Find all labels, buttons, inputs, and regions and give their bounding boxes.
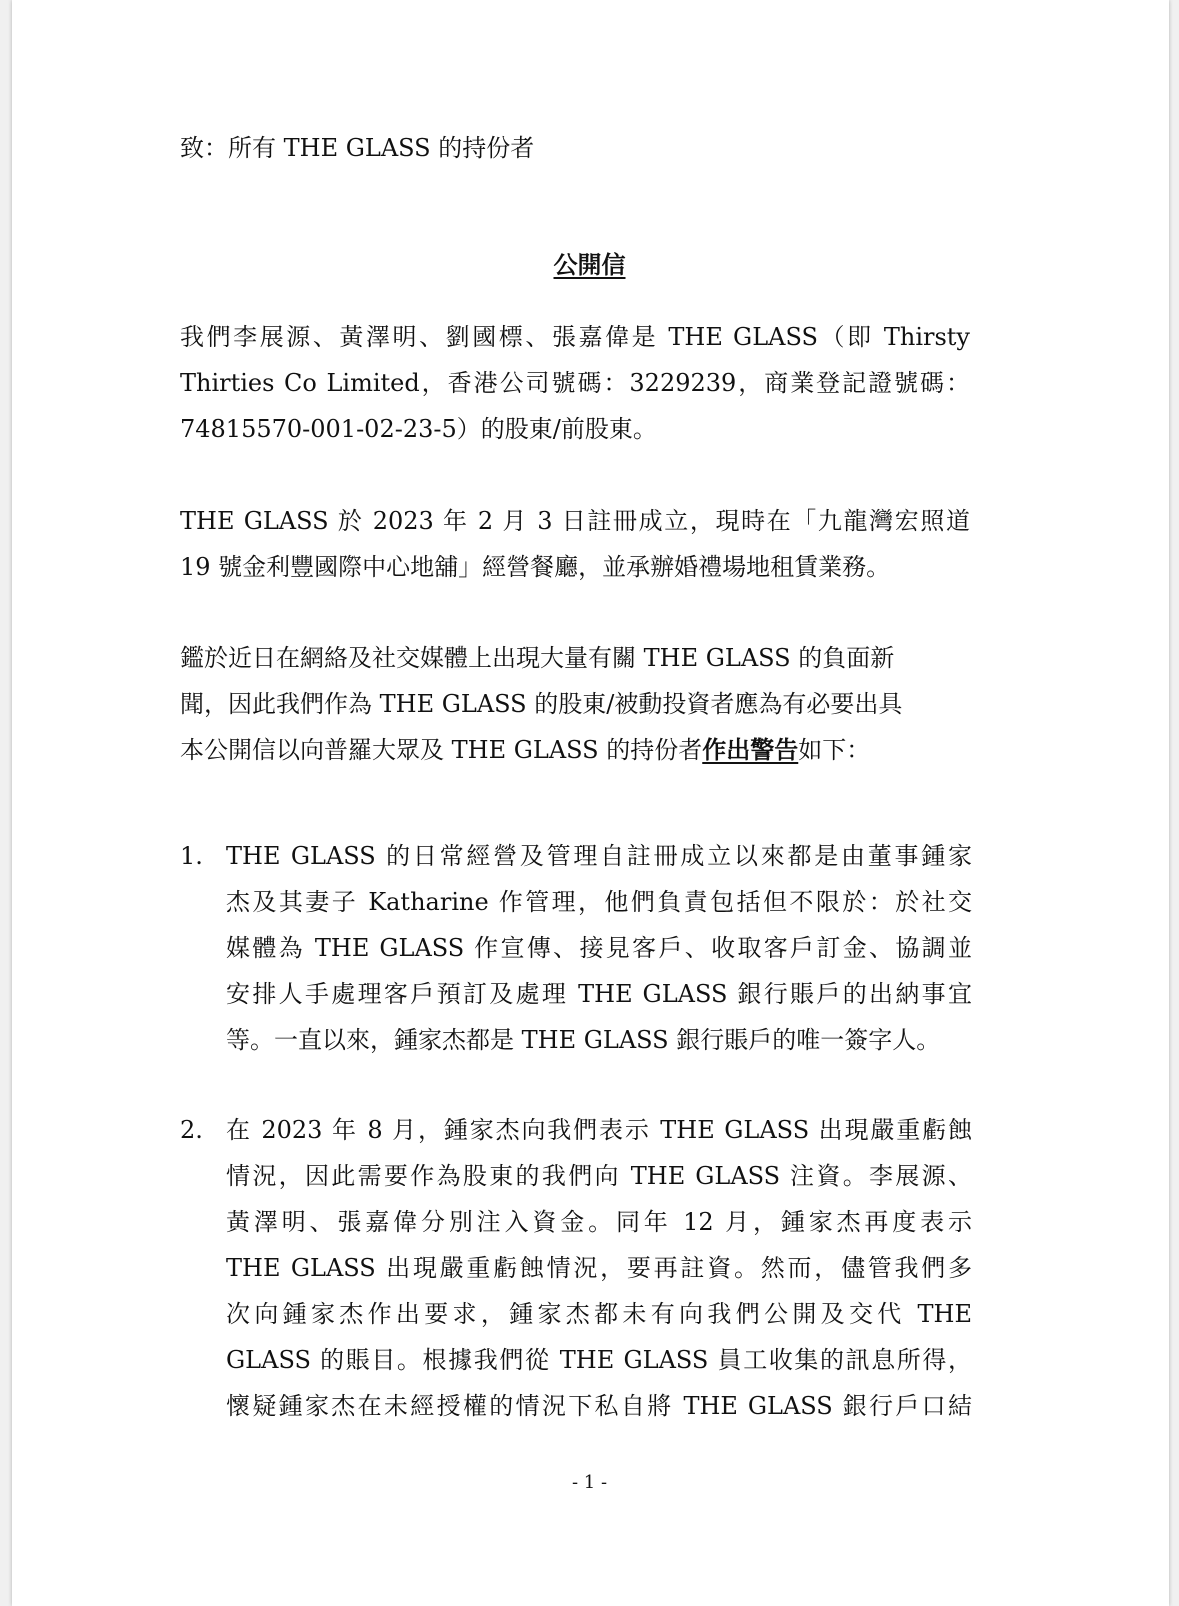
list-item-line: THE GLASS 出現嚴重虧蝕情況，要再註資。然而，儘管我們多 <box>226 1254 972 1282</box>
list-item-line: 次向鍾家杰作出要求，鍾家杰都未有向我們公開及交代 THE <box>226 1300 972 1328</box>
paragraph-line: 74815570-001-02-23-5）的股東/前股東。 <box>180 415 657 443</box>
list-item-line: 懷疑鍾家杰在未經授權的情況下私自將 THE GLASS 銀行戶口結 <box>226 1392 972 1420</box>
paragraph-line: 鑑於近日在網絡及社交媒體上出現大量有關 THE GLASS 的負面新 <box>180 644 895 672</box>
paragraph-line: Thirties Co Limited，香港公司號碼：3229239，商業登記證號碼： <box>180 369 970 397</box>
list-item-number: 1. <box>180 842 203 870</box>
list-item-line: 情況，因此需要作為股東的我們向 THE GLASS 注資。李展源、 <box>226 1162 972 1190</box>
list-item-number: 2. <box>180 1116 203 1144</box>
list-item-line: 在 2023 年 8 月，鍾家杰向我們表示 THE GLASS 出現嚴重虧蝕 <box>226 1116 972 1144</box>
paragraph-line: 聞，因此我們作為 THE GLASS 的股東/被動投資者應為有必要出具 <box>180 690 903 718</box>
list-item-line: 杰及其妻子 Katharine 作管理，他們負責包括但不限於：於社交 <box>226 888 972 916</box>
list-item-line: GLASS 的賬目。根據我們從 THE GLASS 員工收集的訊息所得， <box>226 1346 972 1374</box>
paragraph-text: 本公開信以向普羅大眾及 THE GLASS 的持份者 <box>180 736 703 764</box>
paragraph-text: 如下： <box>798 736 871 764</box>
page-number: - 1 - <box>571 1472 608 1493</box>
list-item-capital-injection <box>226 1107 972 1429</box>
paragraph-line: THE GLASS 於 2023 年 2 月 3 日註冊成立，現時在「九龍灣宏照道 <box>180 507 970 535</box>
paragraph-company-info <box>180 498 970 590</box>
list-item-management <box>226 833 972 1063</box>
letter-title: 公開信 <box>553 250 626 279</box>
paragraph-line <box>180 727 960 773</box>
recipient-line: 致：所有 THE GLASS 的持份者 <box>180 134 535 162</box>
list-item-line: 黃澤明、張嘉偉分別注入資金。同年 12 月，鍾家杰再度表示 <box>226 1208 972 1236</box>
warning-emphasis: 作出警告 <box>702 735 799 764</box>
list-item-line: 等。一直以來，鍾家杰都是 THE GLASS 銀行賬戶的唯一簽字人。 <box>226 1026 941 1054</box>
paragraph-warning-intro <box>180 635 960 773</box>
paragraph-line: 我們李展源、黃澤明、劉國標、張嘉偉是 THE GLASS（即 Thirsty <box>180 323 970 351</box>
list-item-line: 媒體為 THE GLASS 作宣傳、接見客戶、收取客戶訂金、協調並 <box>226 934 972 962</box>
paragraph-shareholders <box>180 314 970 452</box>
paragraph-line: 19 號金利豐國際中心地舖」經營餐廳，並承辦婚禮場地租賃業務。 <box>180 553 891 581</box>
list-item-line: THE GLASS 的日常經營及管理自註冊成立以來都是由董事鍾家 <box>226 842 972 870</box>
list-item-line: 安排人手處理客戶預訂及處理 THE GLASS 銀行賬戶的出納事宜 <box>226 980 972 1008</box>
